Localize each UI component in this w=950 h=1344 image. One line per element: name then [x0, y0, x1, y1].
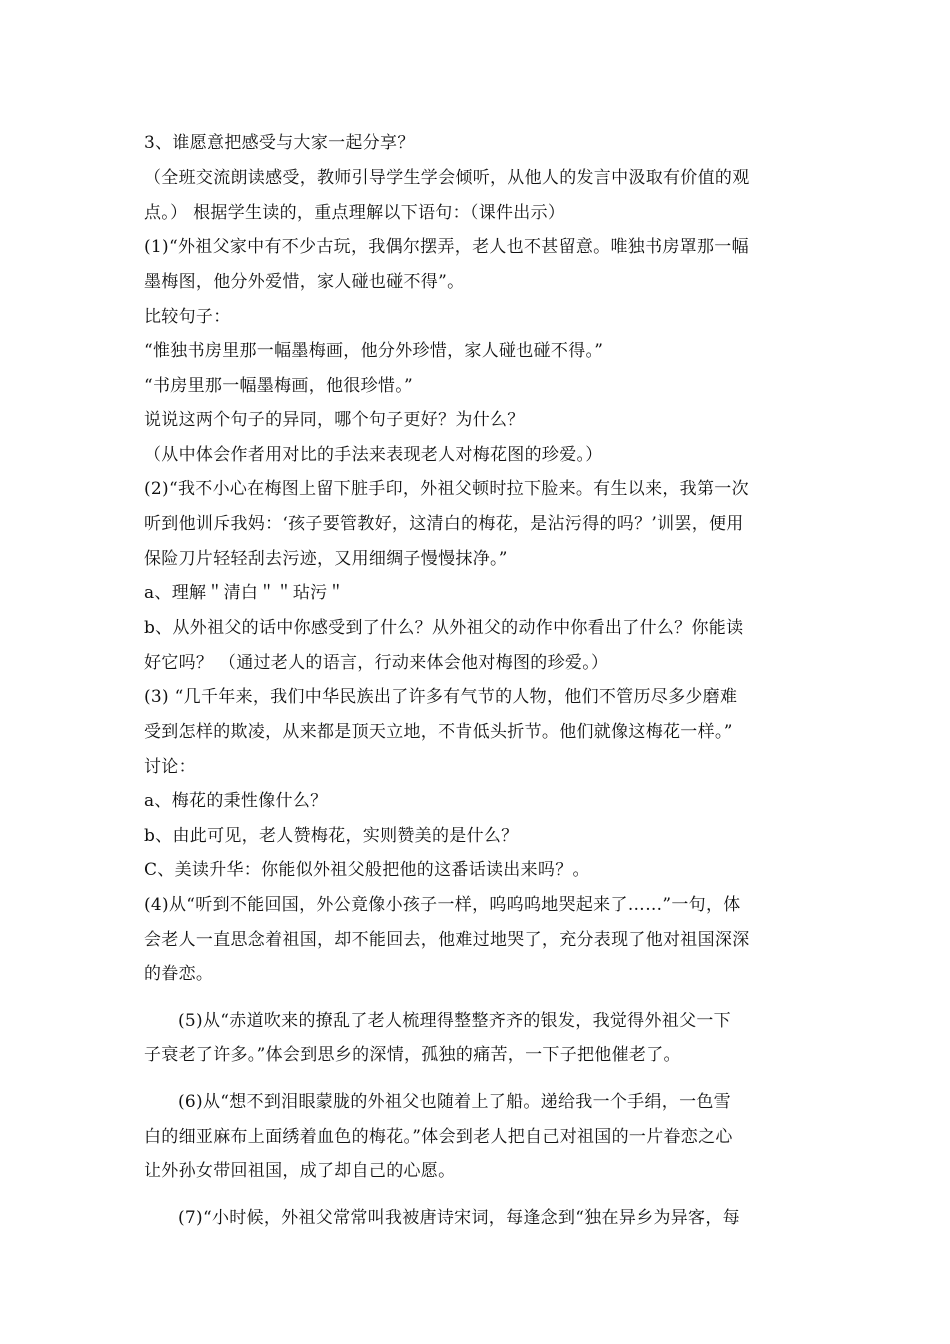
- text-line: (3) “几千年来，我们中华民族出了许多有气节的人物，他们不管历尽多少磨难: [144, 687, 738, 707]
- text-line: C、美读升华：你能似外祖父般把他的这番话读出来吗？。: [144, 860, 590, 880]
- text-line: （从中体会作者用对比的手法来表现老人对梅花图的珍爱。）: [144, 445, 603, 465]
- text-line: “书房里那一幅墨梅画，他很珍惜。”: [144, 376, 413, 396]
- text-line: (1)“外祖父家中有不少古玩，我偶尔摆弄，老人也不甚留意。唯独书房罩那一幅: [144, 237, 749, 257]
- text-line: 说说这两个句子的异同，哪个句子更好？为什么？: [144, 410, 525, 430]
- text-line: (6)从“想不到泪眼蒙胧的外祖父也随着上了船。递给我一个手绢，一色雪: [178, 1092, 731, 1112]
- text-line: 讨论：: [144, 757, 196, 777]
- text-line: (4)从“听到不能回国，外公竟像小孩子一样，呜呜呜地哭起来了……”一句，体: [144, 895, 741, 915]
- text-line: “惟独书房里那一幅墨梅画，他分外珍惜，家人碰也碰不得。”: [144, 341, 604, 361]
- text-line: 子衰老了许多。”体会到思乡的深情，孤独的痛苦，一下子把他催老了。: [144, 1045, 681, 1065]
- text-line: 墨梅图，他分外爱惜，家人碰也碰不得”。: [144, 272, 465, 292]
- text-line: 的眷恋。: [144, 964, 214, 984]
- text-line: (7)“小时候，外祖父常常叫我被唐诗宋词，每逢念到“独在异乡为异客，每: [178, 1208, 740, 1228]
- text-line: 比较句子：: [144, 307, 231, 327]
- text-line: 让外孙女带回祖国，成了却自己的心愿。: [144, 1161, 456, 1181]
- text-line: 听到他训斥我妈：‘孩子要管教好，这清白的梅花，是沾污得的吗？’训罢，便用: [144, 514, 744, 534]
- text-line: b、从外祖父的话中你感受到了什么？从外祖父的动作中你看出了什么？你能读: [144, 618, 744, 638]
- text-line: b、由此可见，老人赞梅花，实则赞美的是什么？: [144, 826, 519, 846]
- text-line: 3、谁愿意把感受与大家一起分享？: [144, 133, 415, 153]
- text-line: 保险刀片轻轻刮去污迹，又用细绸子慢慢抹净。”: [144, 549, 508, 569]
- text-line: 白的细亚麻布上面绣着血色的梅花。”体会到老人把自己对祖国的一片眷恋之心: [144, 1127, 733, 1147]
- text-line: 受到怎样的欺凌，从来都是顶天立地，不肯低头折节。他们就像这梅花一样。”: [144, 722, 733, 742]
- text-line: 点。） 根据学生读的，重点理解以下语句：（课件出示）: [144, 203, 566, 223]
- text-line: 好它吗？ （通过老人的语言，行动来体会他对梅图的珍爱。）: [144, 653, 609, 673]
- text-line: （全班交流朗读感受，教师引导学生学会倾听，从他人的发言中汲取有价值的观: [144, 168, 750, 188]
- text-line: (2)“我不小心在梅图上留下脏手印，外祖父顿时拉下脸来。有生以来，我第一次: [144, 479, 749, 499]
- text-line: (5)从“赤道吹来的撩乱了老人梳理得整整齐齐的银发，我觉得外祖父一下: [178, 1011, 731, 1031]
- text-line: a、理解＂清白＂＂玷污＂: [144, 583, 345, 603]
- text-line: 会老人一直思念着祖国，却不能回去，他难过地哭了，充分表现了他对祖国深深: [144, 930, 750, 950]
- text-line: a、梅花的秉性像什么？: [144, 791, 328, 811]
